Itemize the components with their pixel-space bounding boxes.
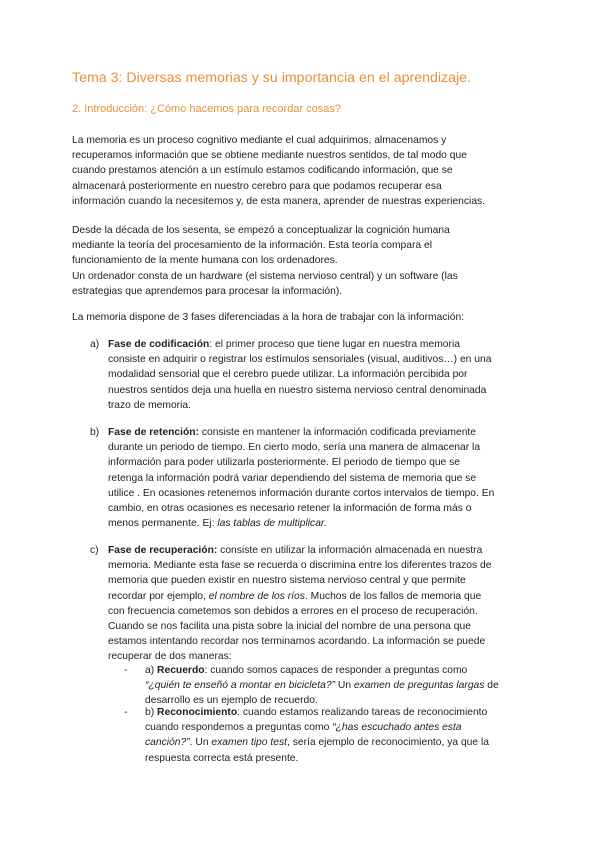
list-item-recuperacion <box>90 543 530 665</box>
term-bold: Fase de codificación <box>108 339 210 350</box>
section-heading: 2. Introducción: ¿Cómo hacemos para recordar cosas? <box>72 103 342 115</box>
text-run: recordar por ejemplo, <box>108 590 209 602</box>
emphasis-text: “¿quién te enseñó a montar en bicicleta?” <box>145 680 336 692</box>
text-line <box>145 705 534 720</box>
text-line: cuando prestamos atención a un estímulo estamos codificando información, que se <box>72 165 453 177</box>
text-run: : cuando estamos realizando tareas de reconocimiento <box>237 707 488 718</box>
text-line: trazo de memoria. <box>108 399 191 411</box>
text-line: La memoria es un proceso cognitivo mediante el cual adquirimos, almacenamos y <box>72 135 447 146</box>
text-line: memoria. Mediante esta fase se recuerda o discrimina entre los diferentes trazos de <box>108 560 492 572</box>
text-line <box>145 735 534 750</box>
list-item-codificacion <box>90 337 530 413</box>
list-marker: b) <box>90 427 100 438</box>
page-title: Tema 3: Diversas memorias y su importancia en el aprendizaje. <box>72 70 471 86</box>
emphasis-text: el nombre de los ríos <box>208 590 305 602</box>
intro-paragraph <box>72 133 532 209</box>
text-line <box>108 543 530 558</box>
text-line <box>145 663 534 678</box>
text-line: Un ordenador consta de un hardware (el sistema nervioso central) y un software (las <box>72 270 458 282</box>
text-line: recuperamos información que se obtiene mediante nuestros sentidos, de tal modo que <box>72 150 467 162</box>
text-line: durante un periodo de tiempo. En cierto modo, sería una manera de almacenar la <box>108 442 481 454</box>
sublist-item-recuerdo <box>124 663 534 709</box>
phases-intro-paragraph <box>72 310 532 325</box>
emphasis-text: examen tipo test <box>211 737 287 749</box>
text-line: respuesta correcta está presente. <box>145 752 299 764</box>
text-line: mediante la teoría del procesamiento de la información. Esta teoría compara el <box>72 240 433 252</box>
list-item-retencion <box>90 425 530 531</box>
text-run: consiste en utilizar la información almacenada en nuestra <box>217 545 483 556</box>
text-run: a) <box>145 665 158 676</box>
text-line: con frecuencia cometemos son debidos a errores en el proceso de recuperación. <box>108 605 478 617</box>
list-marker: c) <box>90 545 99 556</box>
text-line: recuperar de dos maneras: <box>108 651 232 663</box>
text-line: estamos intentando recordar nos terminamos acordando. La información se puede <box>108 636 486 648</box>
text-line <box>145 678 534 693</box>
emphasis-text: examen de preguntas largas <box>353 680 485 692</box>
term-bold: Recuerdo <box>157 665 205 676</box>
text-run: : el primer proceso que tiene lugar en nuestra memoria <box>209 339 460 350</box>
text-line: información para poder utilizarla posteriormente. El periodo de tiempo que se <box>108 457 461 469</box>
text-line: memoria que pueden existir en nuestro sistema nervioso central y que permite <box>108 575 466 587</box>
text-line: información cuando la necesitemos y, de esta manera, aprender de nuestras experiencias. <box>72 195 486 207</box>
theory-paragraph <box>72 223 532 299</box>
list-dash: - <box>124 665 128 676</box>
text-line <box>108 337 530 352</box>
text-line: retenga la información podrá variar dependiendo del sistema de memoria que se <box>108 472 477 484</box>
text-run: menos permanente. Ej: <box>108 518 218 530</box>
text-line <box>108 516 530 531</box>
text-line: consiste en adquirir o registrar los estímulos sensoriales (visual, auditivos…) en una <box>108 354 492 366</box>
text-line <box>108 425 530 440</box>
emphasis-text: “¿has escuchado antes esta <box>332 722 462 734</box>
text-run: . Un <box>189 737 212 749</box>
text-line: Desde la década de los sesenta, se empezó a conceptualizar la cognición humana <box>72 225 450 236</box>
text-line: funcionamiento de la mente humana con los ordenadores. <box>72 255 338 267</box>
text-run: . Muchos de los fallos de memoria que <box>304 590 482 602</box>
term-bold: Fase de retención: <box>108 427 199 438</box>
list-dash: - <box>124 707 128 718</box>
text-run: Un <box>335 680 354 692</box>
text-run: , sería ejemplo de reconocimiento, ya que la <box>286 737 490 749</box>
text-line: estrategias que aprendemos para procesar la información). <box>72 285 343 297</box>
text-line <box>145 720 534 735</box>
text-line: nuestros sentidos deja una huella en nuestro sistema nervioso central denominada <box>108 384 487 396</box>
text-run: de <box>484 680 499 692</box>
text-run: consiste en mantener la información codificada previamente <box>198 427 477 438</box>
text-line: utilice . En ocasiones retenemos información durante cortos intervalos de tiempo. En <box>108 487 495 499</box>
text-line <box>108 589 530 604</box>
text-run: : cuando somos capaces de responder a preguntas como <box>204 665 468 676</box>
text-line: cambio, en otras ocasiones es necesario retener la información de forma más o <box>108 503 472 515</box>
text-run: cuando respondemos a preguntas como <box>145 722 333 734</box>
term-bold: Fase de recuperación: <box>108 545 218 556</box>
text-line: Cuando se nos facilita una pista sobre la inicial del nombre de una persona que <box>108 621 471 633</box>
sublist-item-reconocimiento <box>124 705 534 766</box>
text-line: modalidad sensorial que el cerebro puede utilizar. La información percibida por <box>108 369 468 381</box>
text-line: La memoria dispone de 3 fases diferenciadas a la hora de trabajar con la información: <box>72 312 465 323</box>
emphasis-text: las tablas de multiplicar. <box>217 518 327 530</box>
text-run: b) <box>145 707 158 718</box>
emphasis-text: canción?” <box>145 737 190 749</box>
term-bold: Reconocimiento <box>157 707 238 718</box>
list-marker: a) <box>90 339 100 350</box>
text-line: almacenará posteriormente en nuestro cerebro para que podamos recuperar esa <box>72 180 442 192</box>
text-line: desarrollo es un ejemplo de recuerdo. <box>145 695 318 707</box>
